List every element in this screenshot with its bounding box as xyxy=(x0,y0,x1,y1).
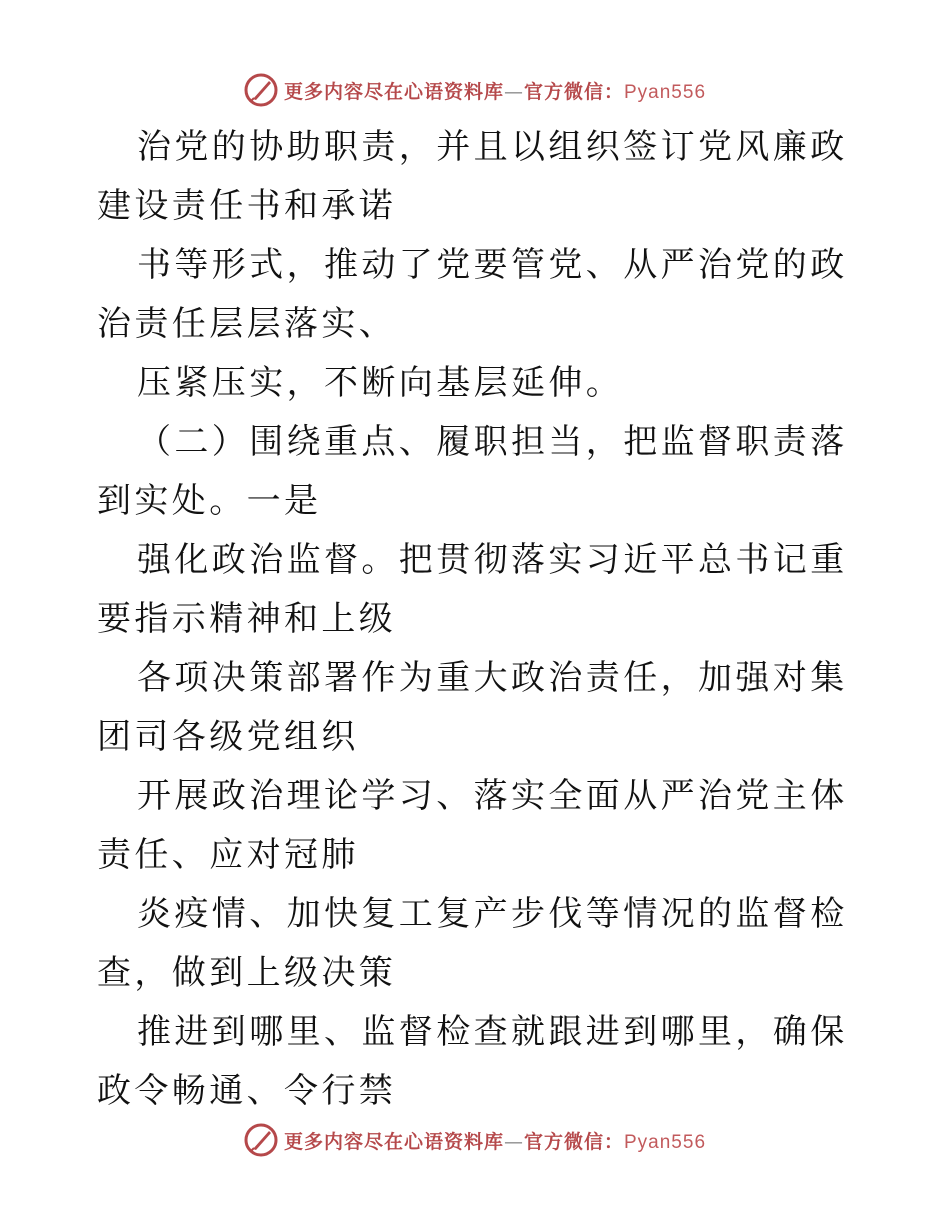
quill-logo-icon xyxy=(244,1123,278,1157)
footer-banner xyxy=(0,1120,950,1160)
banner-separator: — xyxy=(503,1130,524,1153)
banner-main: 更多内容尽在心语资料库 xyxy=(283,80,504,103)
banner-sub: 官方微信： xyxy=(523,80,624,103)
paragraph: 推进到哪里、监督检查就跟进到哪里，确保政令畅通、令行禁 xyxy=(97,1012,848,1111)
banner-account: Pyan556 xyxy=(624,1131,707,1153)
quill-logo-icon xyxy=(244,73,278,107)
banner-separator: — xyxy=(503,80,524,103)
banner-text xyxy=(284,1127,706,1154)
paragraph: 强化政治监督。把贯彻落实习近平总书记重要指示精神和上级 xyxy=(97,540,848,639)
document-body xyxy=(97,118,857,1121)
banner-main: 更多内容尽在心语资料库 xyxy=(283,1130,504,1153)
paragraph: 开展政治理论学习、落实全面从严治党主体责任、应对冠肺 xyxy=(97,776,848,875)
paragraph: 治党的协助职责，并且以组织签订党风廉政建设责任书和承诺 xyxy=(97,127,848,226)
paragraph: 炎疫情、加快复工复产步伐等情况的监督检查，做到上级决策 xyxy=(97,894,848,993)
paragraph: 各项决策部署作为重大政治责任，加强对集团司各级党组织 xyxy=(97,658,848,757)
banner-account: Pyan556 xyxy=(624,81,707,103)
paragraph: 书等形式，推动了党要管党、从严治党的政治责任层层落实、 xyxy=(97,245,848,344)
header-banner xyxy=(0,70,950,110)
banner-sub: 官方微信： xyxy=(523,1130,624,1153)
paragraph: 压紧压实，不断向基层延伸。 xyxy=(137,363,624,403)
banner-text xyxy=(284,77,706,104)
paragraph: （二）围绕重点、履职担当，把监督职责落到实处。一是 xyxy=(97,422,848,521)
